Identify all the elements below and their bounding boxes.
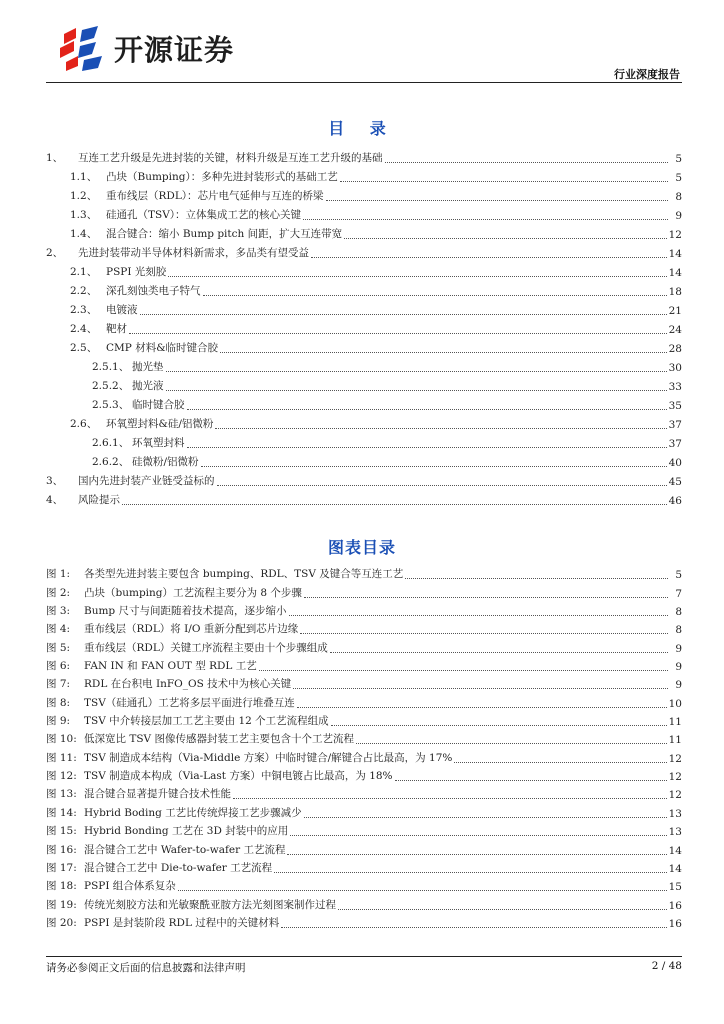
figure-entry[interactable] [46,728,682,746]
dot-leader [215,427,666,429]
dot-leader [178,889,667,891]
figure-entry[interactable] [46,618,682,636]
entry-page: 13 [668,826,682,839]
figure-entry[interactable] [46,636,682,654]
dot-leader [405,577,668,579]
entry-number: 2.5.2、 [92,380,130,392]
entry-number: 2.6.1、 [92,437,130,449]
entry-page: 5 [675,569,682,582]
dot-leader [385,161,669,163]
entry-text: 凸块（bumping）工艺流程主要分为 8 个步骤 [84,586,302,599]
toc-entry[interactable] [46,165,682,184]
toc-title: 目 录 [328,119,396,138]
entry-page: 5 [675,153,682,165]
entry-page: 11 [668,734,682,747]
entry-number: 1.2、 [70,190,98,202]
figure-entry[interactable] [46,746,682,764]
entry-number: 图 17: [46,861,77,874]
entry-number: 2.5.1、 [92,361,130,373]
figure-entry[interactable] [46,912,682,930]
entry-number: 图 11: [46,751,77,764]
entry-text: 重布线层（RDL）关键工序流程主要由十个步骤组成 [84,641,328,654]
entry-page: 45 [668,476,682,488]
entry-page: 40 [668,457,682,469]
dot-leader [281,926,666,928]
entry-page: 9 [675,642,682,655]
dot-leader [203,294,667,296]
entry-page: 9 [675,210,682,222]
dot-leader [293,687,668,689]
entry-text: 环氧塑封料 [132,437,185,449]
entry-number: 1、 [46,152,64,164]
entry-page: 12 [668,229,682,241]
page-number: 2 / 48 [651,960,682,972]
entry-page: 18 [668,286,682,298]
entry-text: Hybrid Bonding 工艺在 3D 封装中的应用 [84,825,289,838]
header-divider [46,82,682,83]
entry-text: 深孔刻蚀类电子特气 [106,285,201,297]
entry-number: 2.2、 [70,285,98,297]
dot-leader [326,199,668,201]
entry-text: TSV 制造成本结构（Via-Middle 方案）中临时键合/解键合占比最高，为 17% [84,751,453,764]
dot-leader [297,706,667,708]
dot-leader [187,446,667,448]
entry-text: 互连工艺升级是先进封装的关键，材料升级是互连工艺升级的基础 [78,152,383,164]
entry-text: TSV 中介转接层加工工艺主要由 12 个工艺流程组成 [84,715,329,728]
toc-entry[interactable] [46,279,682,298]
dot-leader [338,908,667,910]
dot-leader [166,370,667,372]
entry-text: 先进封装带动半导体材料新需求，多品类有望受益 [78,247,309,259]
entry-number: 图 10: [46,733,77,746]
entry-number: 图 4: [46,623,71,636]
entry-number: 图 13: [46,788,77,801]
entry-text: FAN IN 和 FAN OUT 型 RDL 工艺 [84,660,257,673]
figure-entry[interactable] [46,563,682,581]
entry-text: 传统光刻胶方法和光敏聚酰亚胺方法光刻图案制作过程 [84,898,336,911]
figure-entry[interactable] [46,710,682,728]
dot-leader [122,503,667,505]
dot-leader [330,651,668,653]
entry-text: 抛光液 [132,380,164,392]
entry-page: 28 [668,343,682,355]
dot-leader [274,871,666,873]
entry-text: 混合键合工艺中 Die-to-wafer 工艺流程 [84,861,273,874]
entry-number: 2.3、 [70,304,98,316]
entry-number: 图 6: [46,660,71,673]
toc-entry[interactable] [46,260,682,279]
toc-entry[interactable] [46,336,682,355]
entry-number: 4、 [46,494,64,506]
entry-text: Hybrid Boding 工艺比传统焊接工艺步骤减少 [84,806,302,819]
figure-index-title: 图表目录 [327,538,396,557]
entry-page: 14 [668,267,682,279]
dot-leader [311,256,667,258]
entry-text: TSV（硅通孔）工艺将多层平面进行堆叠互连 [84,696,295,709]
dot-leader [356,742,667,744]
entry-text: 重布线层（RDL）：芯片电气延伸与互连的桥梁 [106,190,324,202]
entry-text: PSPI 组合体系复杂 [84,880,176,893]
entry-text: RDL 在台积电 InFO_OS 技术中为核心关键 [84,678,292,691]
entry-page: 8 [675,191,682,203]
entry-page: 11 [668,716,682,729]
entry-number: 图 5: [46,641,71,654]
report-type-label: 行业深度报告 [614,68,680,81]
entry-page: 5 [675,172,682,184]
entry-page: 16 [668,899,682,912]
entry-number: 2.6、 [70,418,98,430]
entry-page: 24 [668,324,682,336]
dot-leader [289,614,669,616]
dot-leader [303,218,668,220]
figure-entry[interactable] [46,600,682,618]
figure-entry[interactable] [46,801,682,819]
entry-text: PSPI 光刻胶 [106,266,167,278]
entry-page: 12 [668,789,682,802]
figure-entry[interactable] [46,783,682,801]
dot-leader [187,408,667,410]
entry-number: 图 7: [46,678,71,691]
entry-text: TSV 制造成本构成（Via-Last 方案）中铜电镀占比最高，为 18% [84,770,393,783]
logo-mark-icon [58,24,110,72]
dot-leader [166,389,667,391]
figure-entry[interactable] [46,673,682,691]
entry-page: 9 [675,679,682,692]
footer-divider [46,956,682,957]
entry-text: 重布线层（RDL）将 I/O 重新分配到芯片边缘 [84,623,299,636]
entry-text: 混合键合工艺中 Wafer-to-wafer 工艺流程 [84,843,286,856]
dot-leader [201,465,667,467]
entry-page: 7 [675,587,682,600]
dot-leader [290,834,666,836]
entry-page: 30 [668,362,682,374]
entry-page: 21 [668,305,682,317]
entry-text: 硅微粉/铝微粉 [132,456,199,468]
entry-number: 图 8: [46,696,71,709]
entry-page: 46 [668,495,682,507]
entry-page: 33 [668,381,682,393]
entry-text: 低深宽比 TSV 图像传感器封装工艺主要包含十个工艺流程 [84,733,354,746]
entry-number: 2.6.2、 [92,456,130,468]
entry-number: 2、 [46,247,64,259]
entry-number: 图 1: [46,568,71,581]
toc-entry[interactable] [46,203,682,222]
toc-entry[interactable] [46,450,682,469]
toc-entry[interactable] [46,488,682,507]
toc-entry[interactable] [46,222,682,241]
entry-page: 16 [668,917,682,930]
dot-leader [220,351,667,353]
toc-list [46,146,682,507]
entry-page: 8 [675,624,682,637]
disclaimer-note: 请务必参阅正文后面的信息披露和法律声明 [46,962,246,974]
figure-entry[interactable] [46,857,682,875]
dot-leader [287,853,666,855]
toc-entry[interactable] [46,355,682,374]
entry-number: 图 3: [46,605,71,618]
entry-number: 1.4、 [70,228,98,240]
toc-entry[interactable] [46,241,682,260]
entry-text: 风险提示 [78,494,120,506]
figure-entry[interactable] [46,691,682,709]
entry-number: 2.1、 [70,266,98,278]
brand-name: 开源证券 [114,32,235,67]
entry-text: 电镀液 [106,304,138,316]
entry-number: 图 16: [46,843,77,856]
entry-number: 3、 [46,475,64,487]
toc-entry[interactable] [46,146,682,165]
entry-text: 靶材 [106,323,127,335]
figure-entry[interactable] [46,893,682,911]
entry-text: 临时键合胶 [132,399,185,411]
company-logo [58,20,234,76]
entry-text: 国内先进封装产业链受益标的 [78,475,215,487]
dot-leader [340,180,668,182]
entry-page: 9 [675,661,682,674]
dot-leader [233,797,667,799]
entry-text: 抛光垫 [132,361,164,373]
entry-number: 图 2: [46,586,71,599]
dot-leader [129,332,667,334]
toc-entry[interactable] [46,431,682,450]
entry-text: 环氧塑封料&硅/铝微粉 [106,418,214,430]
entry-page: 12 [668,752,682,765]
entry-number: 1.1、 [70,171,98,183]
figure-entry[interactable] [46,655,682,673]
entry-text: 各类型先进封装主要包含 bumping、RDL、TSV 及键合等互连工艺 [84,568,404,581]
figure-index-list [46,563,682,930]
entry-page: 10 [668,697,682,710]
entry-page: 37 [668,419,682,431]
entry-number: 图 18: [46,880,77,893]
entry-number: 图 9: [46,715,71,728]
entry-page: 15 [668,881,682,894]
dot-leader [344,237,667,239]
entry-text: 混合键合：缩小 Bump pitch 间距，扩大互连带宽 [106,228,343,240]
entry-number: 1.3、 [70,209,98,221]
toc-entry[interactable] [46,412,682,431]
entry-number: 图 20: [46,916,77,929]
entry-page: 13 [668,807,682,820]
entry-page: 35 [668,400,682,412]
entry-text: CMP 材料&临时键合胶 [106,342,219,354]
toc-entry[interactable] [46,393,682,412]
entry-text: 硅通孔（TSV）：立体集成工艺的核心关键 [106,209,302,221]
toc-entry[interactable] [46,317,682,336]
dot-leader [140,313,667,315]
dot-leader [304,816,667,818]
dot-leader [300,632,668,634]
figure-entry[interactable] [46,875,682,893]
entry-number: 2.5.3、 [92,399,130,411]
entry-text: 混合键合显著提升键合技术性能 [84,788,231,801]
entry-text: 凸块（Bumping）：多种先进封装形式的基础工艺 [106,171,338,183]
dot-leader [168,275,666,277]
entry-number: 2.5、 [70,342,98,354]
toc-entry[interactable] [46,298,682,317]
figure-entry[interactable] [46,838,682,856]
entry-number: 图 12: [46,770,77,783]
toc-entry[interactable] [46,469,682,488]
entry-page: 14 [668,844,682,857]
entry-page: 14 [668,862,682,875]
figure-entry[interactable] [46,765,682,783]
dot-leader [259,669,668,671]
page-header [46,16,682,82]
toc-entry[interactable] [46,184,682,203]
entry-number: 图 19: [46,898,77,911]
dot-leader [331,724,667,726]
dot-leader [217,484,667,486]
dot-leader [304,596,668,598]
figure-entry[interactable] [46,820,682,838]
figure-entry[interactable] [46,581,682,599]
entry-number: 2.4、 [70,323,98,335]
toc-entry[interactable] [46,374,682,393]
entry-text: Bump 尺寸与间距随着技术提高，逐步缩小 [84,605,287,618]
entry-page: 14 [668,248,682,260]
dot-leader [454,761,666,763]
entry-number: 图 15: [46,825,77,838]
entry-page: 8 [675,606,682,619]
entry-page: 12 [668,771,682,784]
entry-page: 37 [668,438,682,450]
entry-text: PSPI 是封装阶段 RDL 过程中的关键材料 [84,916,280,929]
dot-leader [395,779,667,781]
entry-number: 图 14: [46,806,77,819]
